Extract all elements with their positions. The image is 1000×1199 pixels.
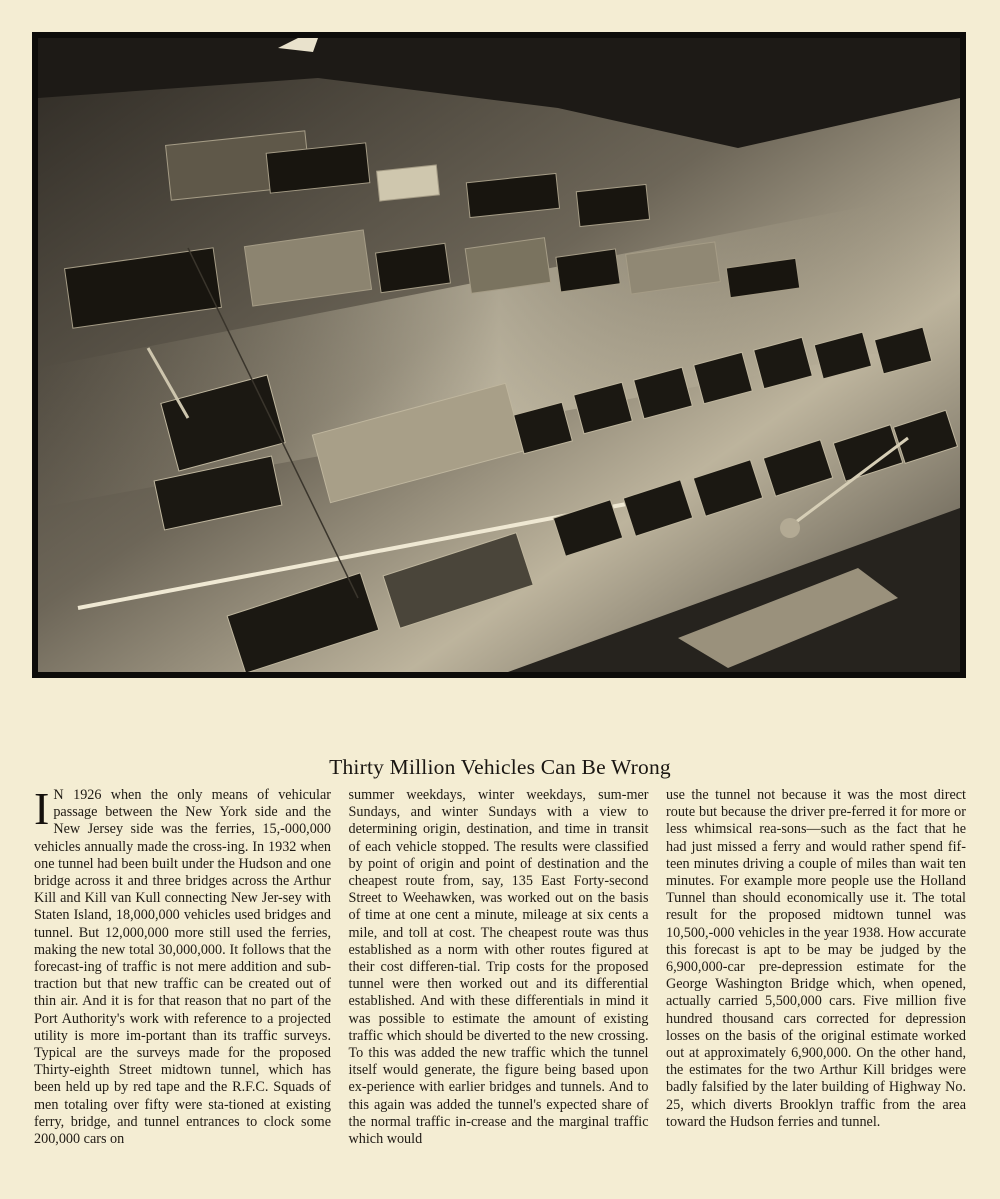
- drop-cap: I: [34, 783, 50, 834]
- photo-illustration: [38, 38, 960, 672]
- article-column-2: summer weekdays, winter weekdays, sum-mer Sundays, and winter Sundays with a view to determining origin, destination, and time in transit of each vehicle stopped. The results were classified by point of origin and point of destination and the cheapest route from, say, 135 East Forty-second Street to Weehawken, was worked out on the basis of time at one cent a minute, mileage at six cents a mile, and toll at cost. The cheapest route was thus established as a norm with other routes figured at their cost differen-tial. Trip costs for the proposed tunnel were then worked out and its differential established. And with these differentials in mind it was possible to estimate the amount of existing traffic which should be diverted to the new crossing. To this was added the new traffic which the tunnel itself would generate, the figure being based upon ex-perience with earlier bridges and tunnels. And to this again was added the tunnel's expected share of the normal traffic in-crease and the marginal traffic which would: [348, 787, 649, 1148]
- street-traffic-photograph: [32, 32, 966, 678]
- article-headline: Thirty Million Vehicles Can Be Wrong: [329, 755, 671, 779]
- column-1-text: 1926 when the only means of vehicular passage between the New York side and the New Jersey side was the ferries, 15,-000,000 vehicles annually made the cross-ing. In 1932 when one tunnel had been built under the Hudson and one bridge across it and three bridges across the Arthur Kill and Kill van Kull connecting New Jer-sey with Staten Island, 18,000,000 vehicles used bridges and tunnel. But 12,000,000 more still used the ferries, making the new total 30,000,000. It follows that the forecast-ing of traffic is not mere addition and sub-traction but that new traffic can be created out of thin air. And it is for that reason that no part of the Port Authority's work with reference to a projected utility is more im-portant than its traffic surveys. Typical are the surveys made for the proposed Thirty-eighth Street midtown tunnel, which has been held up by red tape and the R.F.C. Squads of men totaling over fifty were sta-tioned at existing ferry, bridge, and tunnel entrances to clock some 200,000 cars on: [34, 787, 331, 1148]
- article-body: [34, 783, 966, 1148]
- article-column-3: use the tunnel not because it was the most direct route but because the driver pre-ferred it for more or less whimsical rea-sons—such as the fact that he had just missed a ferry and would rather spend fif-teen minutes driving a couple of miles than wait ten minutes. For example more people use the Holland Tunnel than should economically use it. The total result for the proposed midtown tunnel was 10,500,-000 vehicles in the year 1938. How accurate this forecast is apt to be may be judged by the 6,900,000-car pre-depression estimate for the George Washington Bridge which, when opened, actually carried 5,500,000 cars. Five million five hundred thousand cars corrected for depression losses on the basis of the original estimate worked out at approximately 6,900,000. On the other hand, the estimates for the two Arthur Kill bridges were badly falsified by the later building of Highway No. 25, which diverts Brooklyn traffic from the area toward the Hudson ferries and tunnel.: [666, 787, 966, 1130]
- lamp-base: [780, 518, 800, 538]
- lead-word: N: [53, 787, 64, 803]
- article-column-1: [34, 783, 331, 1148]
